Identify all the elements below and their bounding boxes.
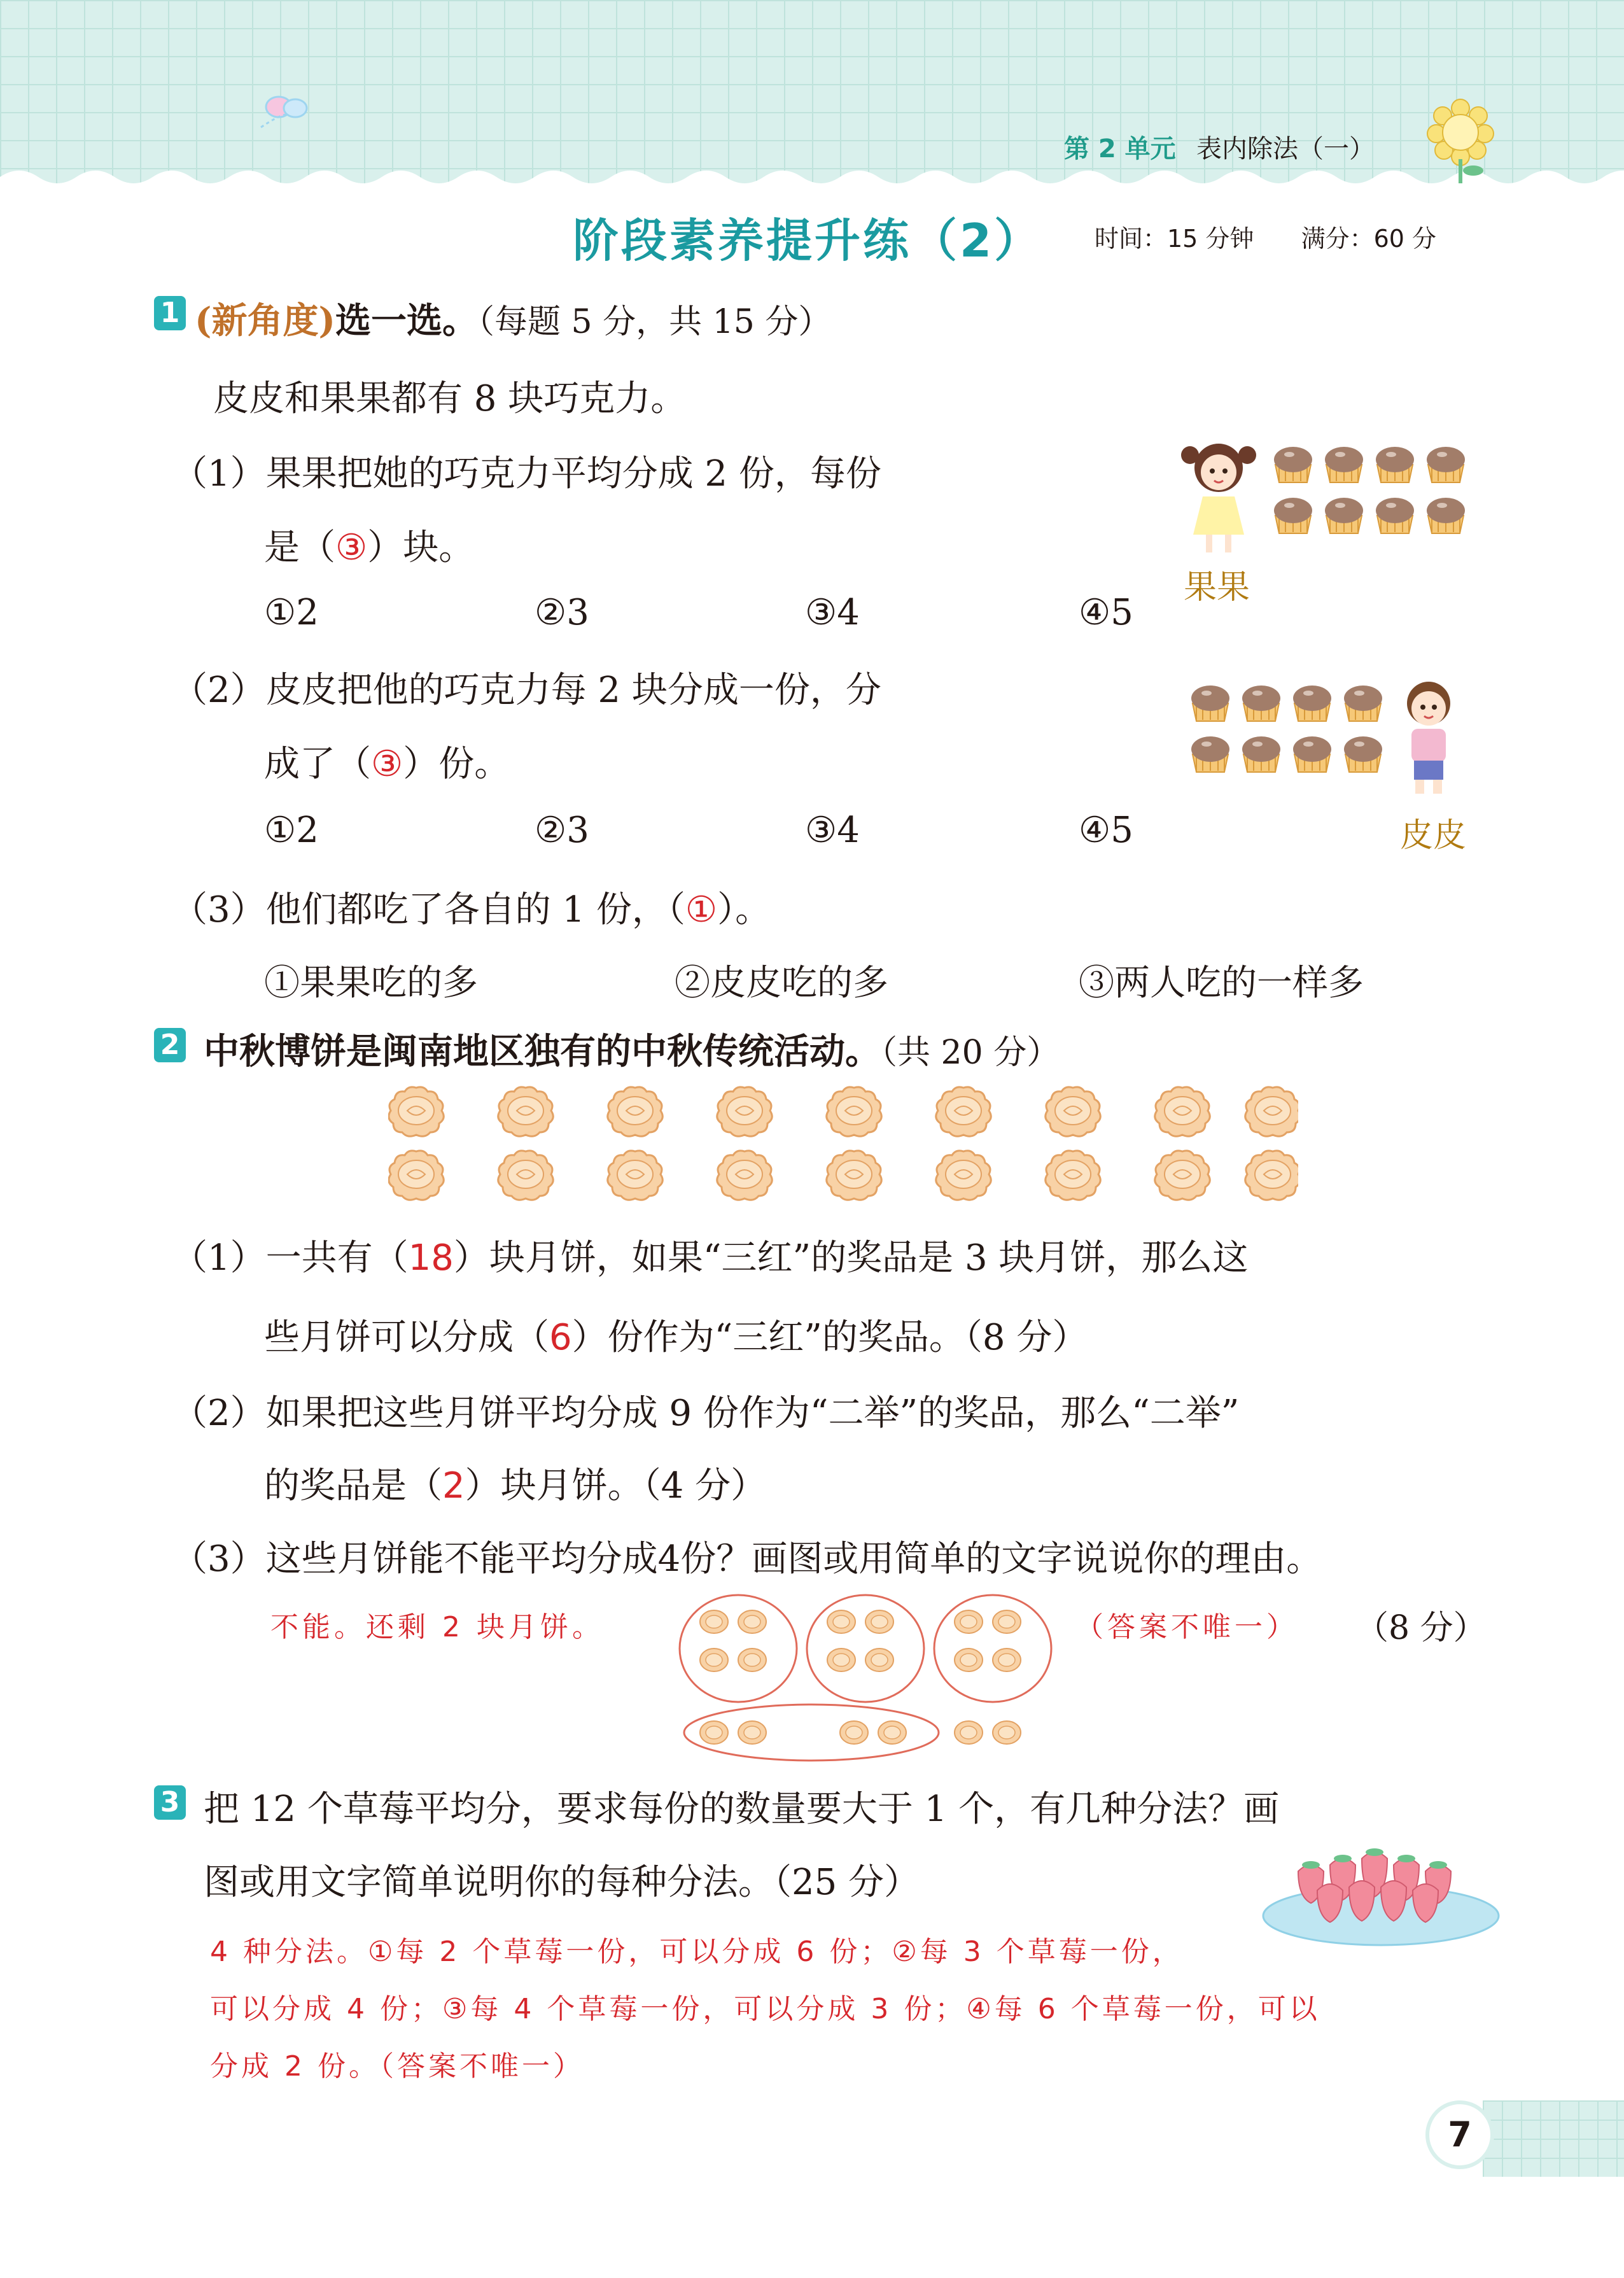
q1-s2-line2 [264, 736, 510, 787]
question-number-2: 2 [154, 1028, 186, 1062]
q1-s2-option-1: ①2 [264, 810, 319, 851]
q2-score: （共 20 分） [881, 1034, 1060, 1072]
page-title: 阶段素养提升练（2） [573, 214, 1043, 267]
q1-s3-pre: （3）他们都吃了各自的 1 份，（ [172, 889, 685, 931]
q3-answer-line2: 可以分成 4 份；③每 4 个草莓一份，可以分成 3 份；④每 6 个草莓一份，可以 [210, 1993, 1320, 2025]
q2-s1-answer-2: 6 [549, 1317, 572, 1358]
chocolate-group-pipi [1190, 684, 1394, 782]
q2-s1-pre1: （1）一共有（ [172, 1237, 409, 1279]
q3-answer-line3: 分成 2 份。（答案不唯一） [210, 2050, 584, 2083]
q2-s1-line1 [172, 1230, 1248, 1281]
q2-s1-post2: ）份作为“三红”的奖品。（8 分） [571, 1317, 1088, 1358]
q1-s1-option-4: ④5 [1079, 592, 1133, 633]
q1-s2-line1: （2）皮皮把他的巧克力每 2 块分成一份，分 [172, 670, 881, 711]
q1-s1-line1: （1）果果把她的巧克力平均分成 2 份，每份 [172, 453, 881, 495]
header-wave [0, 164, 1624, 196]
mooncake-grid [388, 1085, 1298, 1209]
question-number-3: 3 [154, 1785, 186, 1820]
q1-s3-line [172, 882, 771, 932]
chocolate-icons-2 [1190, 684, 1394, 780]
score-label: 满分：60 分 [1301, 225, 1437, 253]
butterfly-icon [255, 89, 325, 134]
q1-score: （每题 5 分，共 15 分） [478, 303, 832, 341]
q2-s1-answer-1: 18 [408, 1237, 454, 1279]
q2-s3-line1: （3）这些月饼能不能平均分成4份？画图或用简单的文字说说你的理由。 [172, 1538, 1322, 1580]
q1-head: 选一选。 [335, 300, 478, 342]
q1-s3-post: ）。 [717, 889, 771, 931]
boy-pipi-illustration [1394, 671, 1464, 799]
q2-s2-answer: 2 [442, 1465, 465, 1507]
mooncake-icons [388, 1085, 1298, 1206]
q1-s2-answer: ③ [371, 743, 403, 785]
time-label: 时间：15 分钟 [1095, 225, 1254, 253]
time-score-meta [1095, 219, 1436, 254]
q1-intro: 皮皮和果果都有 8 块巧克力。 [213, 378, 687, 419]
q1-s2-option-3: ③4 [805, 810, 860, 851]
q2-head: 中秋博饼是闽南地区独有的中秋传统活动。 [204, 1031, 881, 1072]
page-number: 7 [1425, 2100, 1494, 2169]
q1-s3-option-2: ②皮皮吃的多 [675, 962, 888, 1004]
q2-s1-line2 [264, 1309, 1088, 1360]
chocolate-icons [1273, 446, 1476, 541]
q2-s2-line1: （2）如果把这些月饼平均分成 9 份作为“二举”的奖品，那么“二举” [172, 1393, 1240, 1434]
q1-tag: (新角度) [195, 300, 335, 342]
q2-s2-pre2: 的奖品是（ [264, 1465, 442, 1507]
q1-s3-option-3: ③两人吃的一样多 [1079, 962, 1364, 1004]
q3-line2: 图或用文字简单说明你的每种分法。（25 分） [204, 1862, 920, 1903]
unit-label: 第 2 单元 [1064, 134, 1176, 164]
q2-s3-score: （8 分） [1355, 1609, 1487, 1647]
q1-s1-line2 [264, 519, 474, 570]
q1-s1-pre: 是（ [264, 527, 335, 568]
label-pipi: 皮皮 [1400, 817, 1467, 855]
q1-s2-post: ）份。 [403, 743, 510, 785]
header-band [0, 0, 1624, 185]
q1-s1-post: ）块。 [367, 527, 475, 568]
q1-s2-option-2: ②3 [535, 810, 589, 851]
q1-s2-pre: 成了（ [264, 743, 371, 785]
q3-answer-line1: 4 种分法。①每 2 个草莓一份，可以分成 6 份；②每 3 个草莓一份， [210, 1936, 1184, 1968]
q1-s1-answer: ③ [335, 527, 368, 568]
mooncake-grouping-drawing [675, 1591, 1056, 1763]
q2-s3-answer: 不能。还剩 2 块月饼。 [270, 1611, 604, 1643]
q1-s2-option-4: ④5 [1079, 810, 1133, 851]
q1-s3-option-1: ①果果吃的多 [264, 962, 478, 1004]
label-guoguo: 果果 [1184, 568, 1250, 607]
question-number-1: 1 [154, 296, 186, 330]
sunflower-icon [1422, 95, 1499, 185]
q2-s2-post2: ）块月饼。（4 分） [465, 1465, 767, 1507]
girl-guoguo-illustration [1177, 433, 1260, 560]
q2-s1-pre2: 些月饼可以分成（ [264, 1317, 549, 1358]
q2-s3-note: （答案不唯一） [1075, 1611, 1298, 1643]
q1-s1-option-1: ①2 [264, 592, 319, 633]
strawberry-plate-illustration [1260, 1833, 1502, 1948]
footer-band [1483, 2100, 1624, 2177]
q1-heading [195, 293, 831, 344]
q1-s3-answer: ① [685, 889, 718, 931]
q2-heading [204, 1023, 1060, 1074]
chocolate-group-guoguo [1273, 446, 1476, 544]
q1-s1-option-2: ②3 [535, 592, 589, 633]
unit-title: 表内除法（一） [1196, 134, 1375, 164]
q1-s1-option-3: ③4 [805, 592, 860, 633]
q2-s1-mid1: ）块月饼，如果“三红”的奖品是 3 块月饼，那么这 [453, 1237, 1249, 1279]
q3-line1: 把 12 个草莓平均分，要求每份的数量要大于 1 个，有几种分法？画 [204, 1789, 1280, 1830]
q2-s2-line2 [264, 1458, 766, 1508]
